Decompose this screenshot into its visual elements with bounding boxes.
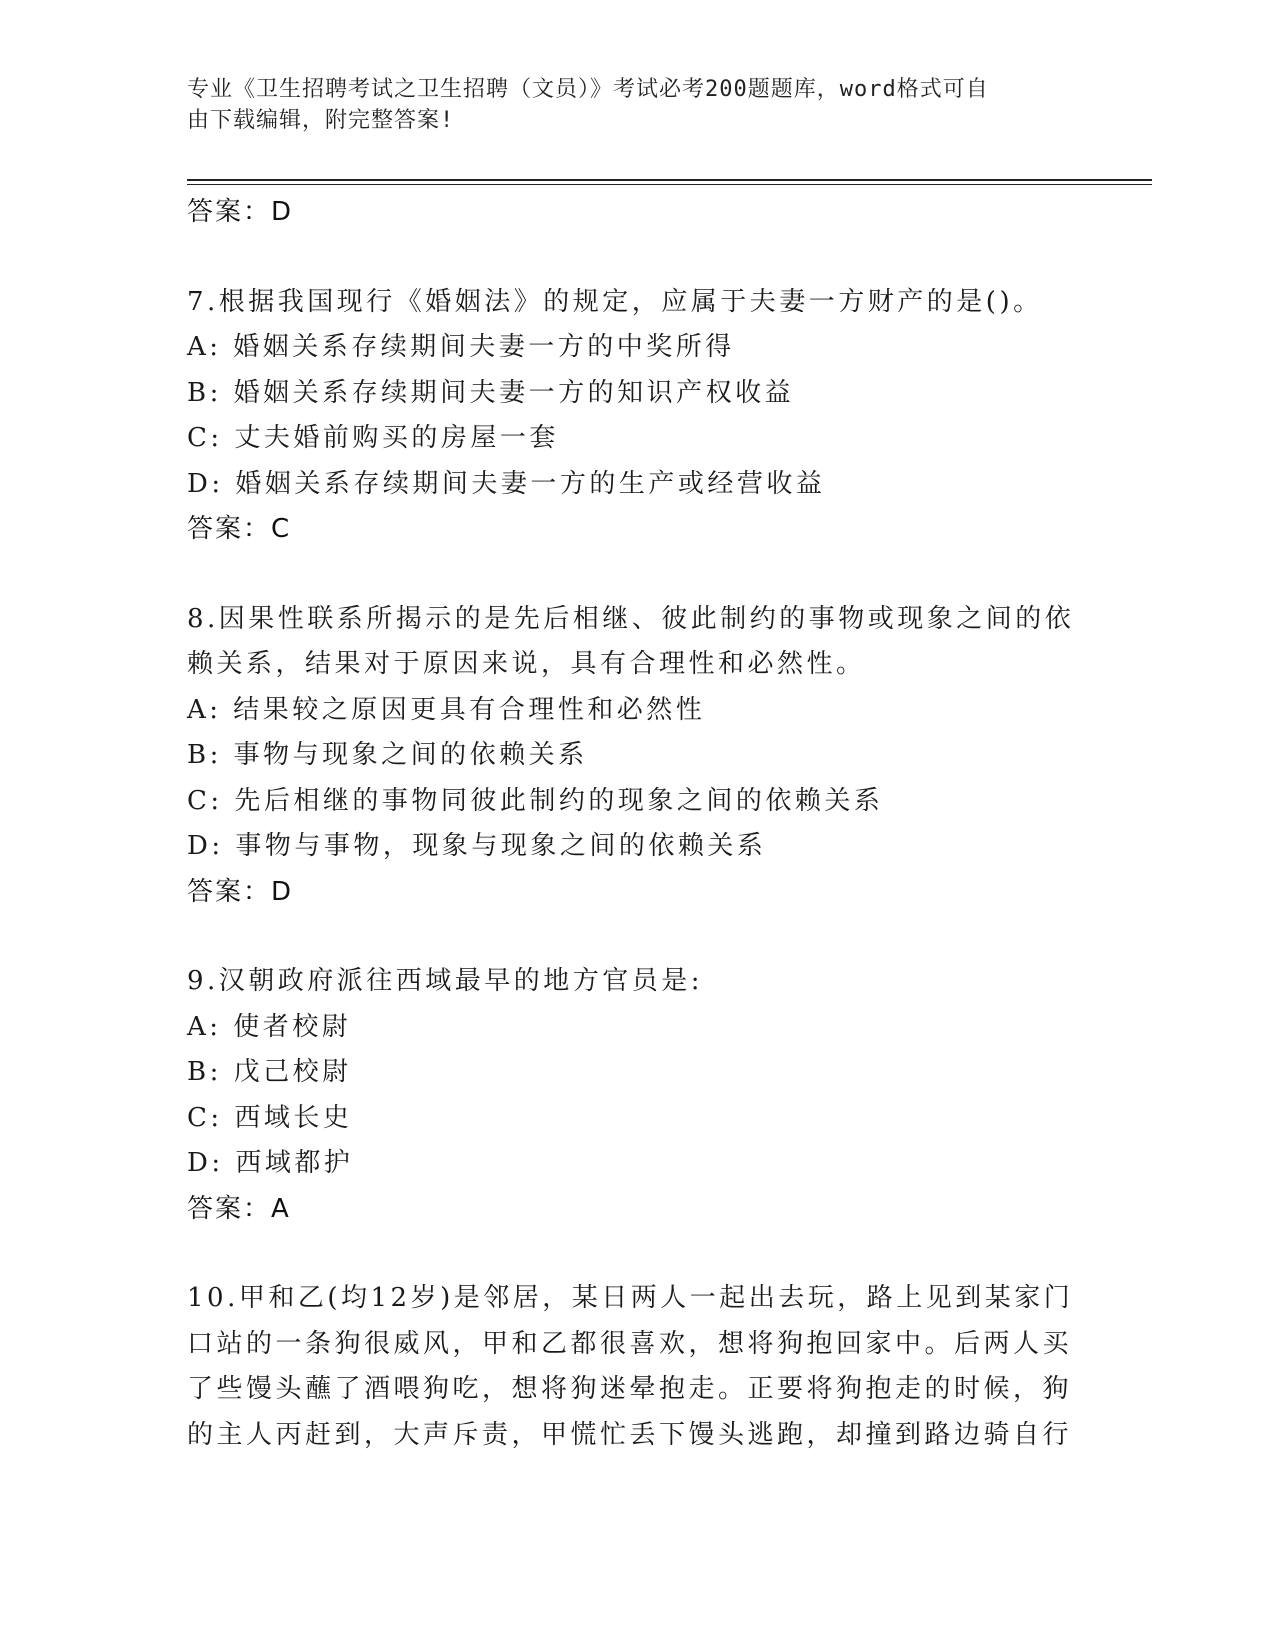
question-7 [187, 280, 1067, 553]
question-10 [187, 1276, 1074, 1458]
question-8-text-line-2: 赖关系，结果对于原因来说，具有合理性和必然性。 [187, 649, 866, 679]
spacer [187, 915, 1067, 959]
question-9-answer: 答案：A [187, 1193, 291, 1224]
document-body [187, 190, 1075, 1458]
question-7-option-a: A: 婚姻关系存续期间夫妻一方的中奖所得 [187, 332, 735, 362]
question-7-option-d: D: 婚姻关系存续期间夫妻一方的生产或经营收益 [187, 468, 826, 499]
question-10-text-line-2: 口站的一条狗很威风，甲和乙都很喜欢，想将狗抱回家中。后两人买 [187, 1328, 1073, 1359]
header-line-1: 专业《卫生招聘考试之卫生招聘（文员）》考试必考200题题库，word格式可自 [187, 77, 989, 102]
question-8-answer: 答案：D [187, 876, 294, 907]
question-10-text-line-4: 的主人丙赶到，大声斥责，甲慌忙丢下馒头逃跑，却撞到路边骑自行 [187, 1419, 1073, 1450]
question-8-option-b: B: 事物与现象之间的依赖关系 [187, 740, 588, 770]
question-9-option-a: A: 使者校尉 [187, 1011, 352, 1042]
question-7-answer: 答案：C [187, 514, 292, 544]
header-divider-thin [187, 184, 1152, 185]
question-8-option-a: A: 结果较之原因更具有合理性和必然性 [187, 694, 706, 725]
question-10-text-line-1: 10.甲和乙(均12岁)是邻居，某日两人一起出去玩，路上见到某家门 [187, 1283, 1074, 1313]
question-10-text-line-3: 了些馒头蘸了酒喂狗吃，想将狗迷晕抱走。正要将狗抱走的时候，狗 [187, 1374, 1073, 1404]
question-9-option-c: C: 西域长史 [187, 1102, 353, 1133]
page-header [187, 74, 1067, 136]
header-divider-thick [187, 179, 1152, 181]
question-8-text-line-1: 8.因果性联系所揭示的是先后相继、彼此制约的事物或现象之间的依 [187, 603, 1075, 634]
question-8-option-d: D: 事物与事物，现象与现象之间的依赖关系 [187, 831, 767, 861]
spacer [187, 553, 1067, 597]
header-line-2: 由下载编辑，附完整答案! [187, 108, 455, 133]
question-9-option-d: D: 西域都护 [187, 1148, 354, 1178]
question-8 [187, 597, 1075, 916]
question-8-option-c: C: 先后相继的事物同彼此制约的现象之间的依赖关系 [187, 785, 884, 816]
spacer [187, 1232, 1067, 1276]
answer-prev: 答案：D [187, 197, 294, 227]
question-9-text: 9.汉朝政府派往西域最早的地方官员是: [187, 966, 704, 996]
question-9 [187, 959, 1067, 1232]
question-9-option-b: B: 戊己校尉 [187, 1057, 352, 1087]
question-7-option-b: B: 婚姻关系存续期间夫妻一方的知识产权收益 [187, 377, 795, 408]
question-7-option-c: C: 丈夫婚前购买的房屋一套 [187, 423, 559, 453]
question-7-text: 7.根据我国现行《婚姻法》的规定，应属于夫妻一方财产的是()。 [187, 286, 1043, 317]
spacer [187, 236, 1067, 280]
